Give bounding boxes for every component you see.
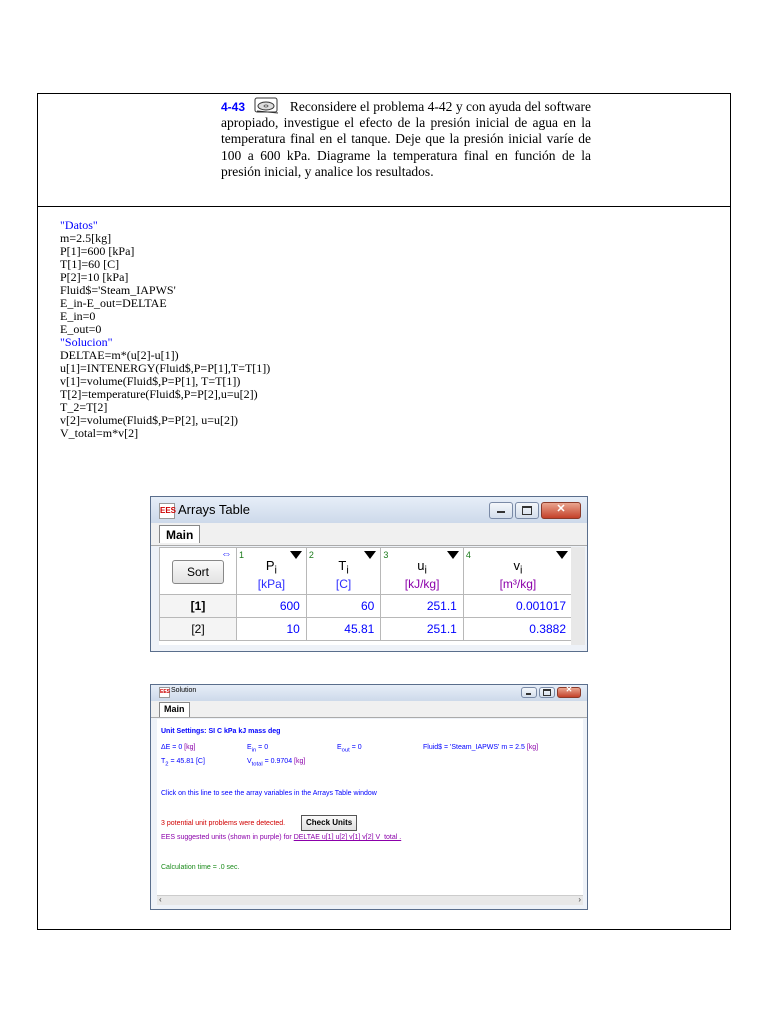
unit-label: [kg] [526, 744, 539, 751]
minimize-icon [497, 511, 505, 513]
close-button[interactable] [541, 502, 581, 519]
suggested-text: EES suggested units (shown in purple) for [161, 834, 292, 841]
code-line: v[2]=volume(Fluid$,P=P[2], u=u[2]) [60, 413, 238, 427]
minimize-button[interactable] [521, 687, 537, 698]
solution-tabbar [151, 701, 587, 718]
column-dropdown-icon[interactable] [364, 551, 376, 559]
code-line: Fluid$='Steam_IAPWS' [60, 283, 176, 297]
var-value: = 45.81 [168, 758, 195, 765]
code-line: E_out=0 [60, 322, 102, 336]
column-unit: [kJ/kg] [404, 576, 440, 591]
suggested-vars[interactable]: DELTAE u[1] u[2] v[1] v[2] V_total . [293, 834, 402, 841]
column-header-p[interactable] [237, 548, 307, 595]
code-line: T[2]=temperature(Fluid$,P=P[2],u=u[2]) [60, 387, 258, 401]
var-name: V [247, 758, 252, 765]
var-subscript: 2 [165, 761, 169, 768]
vertical-scrollbar[interactable] [571, 547, 585, 645]
table-cell[interactable]: 600 [237, 595, 307, 618]
table-row [160, 618, 573, 641]
table-cell[interactable]: 60 [306, 595, 380, 618]
maximize-icon [522, 506, 532, 515]
unit-label: [kg] [294, 758, 306, 765]
maximize-button[interactable] [539, 687, 555, 698]
scroll-right-icon[interactable]: › [578, 895, 581, 904]
suggested-units [161, 833, 401, 843]
minimize-icon [526, 693, 531, 695]
t2-value [161, 757, 205, 769]
table-cell[interactable]: 0.001017 [463, 595, 572, 618]
unit-problems-text: 3 potential unit problems were detected. [161, 820, 286, 827]
sort-button[interactable]: Sort [172, 560, 224, 584]
comment-datos: "Datos" [60, 218, 98, 232]
unit-label: [C] [195, 758, 205, 765]
code-line: E_in=0 [60, 309, 96, 323]
arrays-window-title: Arrays Table [178, 502, 251, 517]
var-subscript: in [251, 747, 257, 754]
deltae-value [161, 743, 195, 753]
arrays-titlebar[interactable] [151, 497, 587, 523]
solution-window-title: Solution [171, 687, 197, 694]
check-units-button[interactable]: Check Units [301, 815, 357, 831]
deltae-text: ΔE = 0 [161, 744, 183, 751]
column-name: P [265, 558, 275, 573]
cd-software-icon [254, 96, 280, 114]
column-subscript: i [346, 564, 349, 577]
column-unit: [m³/kg] [499, 576, 537, 591]
column-unit: [kPa] [257, 576, 286, 591]
vtotal-value [247, 757, 305, 769]
table-row [160, 595, 573, 618]
maximize-button[interactable] [515, 502, 539, 519]
maximize-icon [543, 689, 551, 696]
column-dropdown-icon[interactable] [556, 551, 568, 559]
ees-app-icon: EES [159, 503, 175, 519]
tab-main[interactable]: Main [159, 702, 190, 717]
column-dropdown-icon[interactable] [447, 551, 459, 559]
unit-settings: Unit Settings: SI C kPa kJ mass deg [161, 728, 281, 735]
code-line: m=2.5[kg] [60, 231, 112, 245]
column-name: T [338, 558, 347, 573]
arrays-grid [159, 547, 573, 645]
column-subscript: i [424, 564, 427, 577]
column-name: v [513, 558, 520, 573]
table-cell[interactable]: 45.81 [306, 618, 380, 641]
column-dropdown-icon[interactable] [290, 551, 302, 559]
sort-cell [160, 548, 237, 595]
var-value: = 0 [256, 744, 269, 751]
close-icon: ✕ [556, 503, 566, 515]
column-unit: [C] [335, 576, 352, 591]
code-line: DELTAE=m*(u[2]-u[1]) [60, 348, 179, 362]
column-number: 4 [465, 550, 471, 560]
code-line: u[1]=INTENERGY(Fluid$,P=P[1],T=T[1]) [60, 361, 271, 375]
code-line: V_total=m*v[2] [60, 426, 139, 440]
row-header[interactable]: [2] [160, 618, 237, 641]
fluid-text: Fluid$ = 'Steam_IAPWS' m = 2.5 [423, 744, 525, 751]
arrays-link-line[interactable]: Click on this line to see the array variables in the Arrays Table window [161, 790, 377, 797]
table-cell[interactable]: 0.3882 [463, 618, 572, 641]
ees-code [60, 219, 270, 440]
problem-number: 4-43 [221, 100, 246, 114]
column-header-v[interactable] [463, 548, 572, 595]
close-icon: ✕ [565, 685, 573, 694]
problem-text: Reconsidere el problema 4-42 y con ayuda del software apropiado, investigue el efecto de la presión inicial de agua en la temperatura final en el tanque. Deje que la presión inicial varíe de 100 a 600 kPa. Diagrame la temperatura final en función de la presión inicial, y analice los resultados. [221, 99, 592, 179]
table-cell[interactable]: 251.1 [381, 595, 464, 618]
solution-body [157, 719, 583, 897]
tab-main[interactable]: Main [159, 525, 200, 543]
minimize-button[interactable] [489, 502, 513, 519]
column-number: 3 [383, 550, 389, 560]
calc-time: Calculation time = .0 sec. [161, 864, 240, 871]
ees-app-icon: EES [159, 687, 170, 698]
eout-value [337, 743, 362, 755]
arrays-table-window [150, 496, 588, 652]
comment-solucion: "Solucion" [60, 335, 113, 349]
table-cell[interactable]: 10 [237, 618, 307, 641]
code-line: P[1]=600 [kPa] [60, 244, 135, 258]
code-line: P[2]=10 [kPa] [60, 270, 129, 284]
frame-divider [38, 206, 730, 207]
code-line: T_2=T[2] [60, 400, 108, 414]
var-name: E [247, 744, 252, 751]
unit-label: [kg] [184, 744, 196, 751]
var-value: = 0.9704 [262, 758, 293, 765]
fluid-value [423, 743, 538, 753]
column-number: 1 [239, 550, 245, 560]
ein-value [247, 743, 268, 755]
solution-window [150, 684, 588, 910]
solution-titlebar[interactable] [151, 685, 587, 701]
code-line: T[1]=60 [C] [60, 257, 120, 271]
close-button[interactable] [557, 687, 581, 698]
column-name: u [417, 558, 425, 573]
problem-statement [221, 96, 591, 180]
column-number: 2 [308, 550, 314, 560]
column-subscript: i [519, 564, 523, 577]
arrays-tabbar [151, 523, 587, 546]
var-name: T [161, 758, 166, 765]
var-subscript: out [341, 747, 350, 754]
column-header-u[interactable] [381, 548, 464, 595]
column-subscript: i [274, 564, 277, 577]
var-subscript: total [251, 761, 263, 768]
code-line: v[1]=volume(Fluid$,P=P[1], T=T[1]) [60, 374, 241, 388]
var-value: = 0 [349, 744, 362, 751]
resize-arrows-icon[interactable]: ⇔ [221, 548, 232, 560]
horizontal-scrollbar[interactable] [157, 895, 583, 905]
var-name: E [337, 744, 342, 751]
code-line: E_in-E_out=DELTAE [60, 296, 167, 310]
scroll-left-icon[interactable]: ‹ [159, 895, 162, 904]
column-header-t[interactable] [306, 548, 380, 595]
table-cell[interactable]: 251.1 [381, 618, 464, 641]
row-header[interactable]: [1] [160, 595, 237, 618]
